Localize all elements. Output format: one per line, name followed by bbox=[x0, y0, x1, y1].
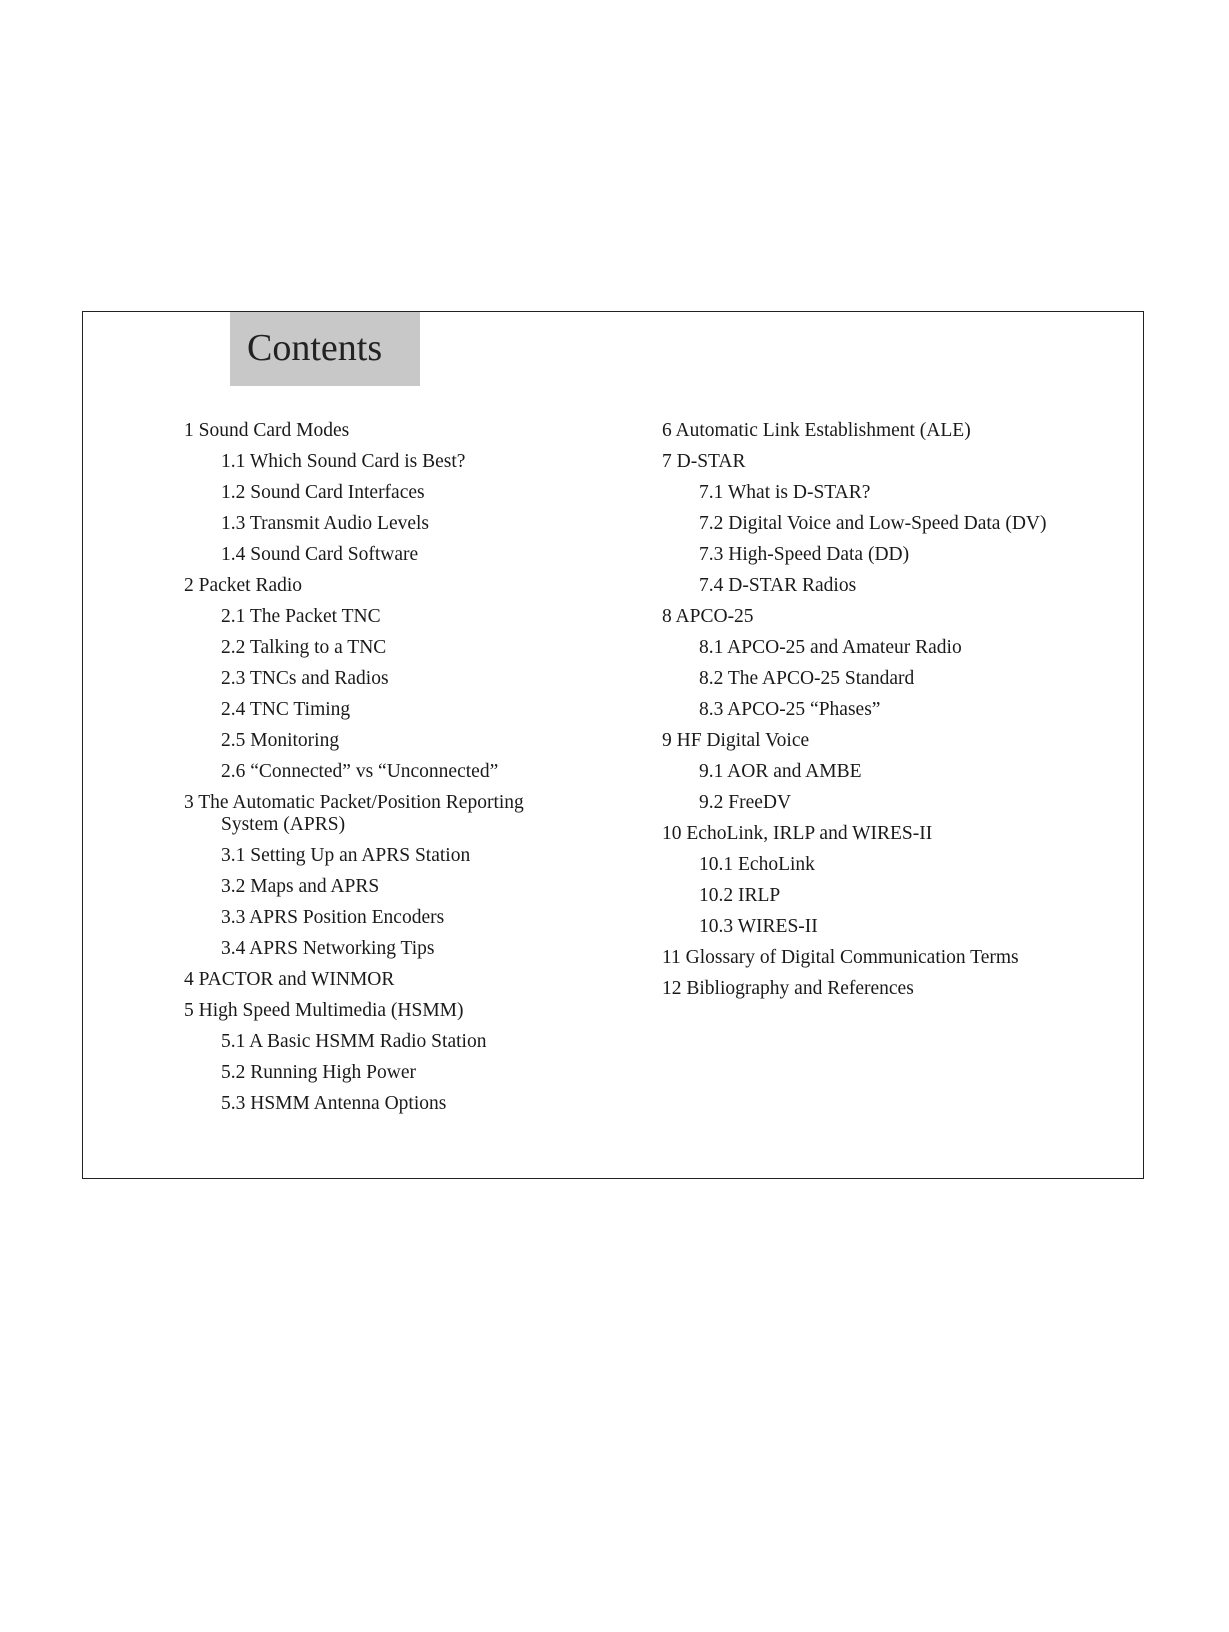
toc-section-entry[interactable]: 5.1 A Basic HSMM Radio Station bbox=[221, 1031, 487, 1052]
toc-section-entry[interactable]: 3.2 Maps and APRS bbox=[221, 876, 380, 897]
toc-section-entry[interactable]: 10.1 EchoLink bbox=[699, 854, 815, 875]
toc-section-entry[interactable]: 7.1 What is D-STAR? bbox=[699, 482, 871, 503]
toc-section-entry[interactable]: 5.3 HSMM Antenna Options bbox=[221, 1093, 447, 1114]
toc-right-column bbox=[662, 420, 1122, 1009]
toc-section-entry[interactable]: 2.2 Talking to a TNC bbox=[221, 637, 387, 658]
toc-section-entry[interactable]: 8.2 The APCO-25 Standard bbox=[699, 668, 915, 689]
toc-section-entry[interactable]: 1.3 Transmit Audio Levels bbox=[221, 513, 430, 534]
toc-section-entry[interactable]: 1.2 Sound Card Interfaces bbox=[221, 482, 425, 503]
toc-section-entry[interactable]: 8.1 APCO-25 and Amateur Radio bbox=[699, 637, 962, 658]
toc-chapter-entry[interactable]: 6 Automatic Link Establishment (ALE) bbox=[662, 420, 971, 441]
toc-section-entry[interactable]: 9.1 AOR and AMBE bbox=[699, 761, 862, 782]
toc-chapter-entry[interactable]: 11 Glossary of Digital Communication Terms bbox=[662, 947, 1019, 968]
toc-section-entry[interactable]: 1.4 Sound Card Software bbox=[221, 544, 419, 565]
toc-section-entry[interactable]: 7.2 Digital Voice and Low-Speed Data (DV) bbox=[699, 513, 1047, 534]
toc-chapter-entry[interactable]: 9 HF Digital Voice bbox=[662, 730, 810, 751]
toc-section-entry[interactable]: 9.2 FreeDV bbox=[699, 792, 792, 813]
toc-section-entry[interactable]: 1.1 Which Sound Card is Best? bbox=[221, 451, 466, 472]
toc-section-entry[interactable]: 7.4 D-STAR Radios bbox=[699, 575, 857, 596]
toc-chapter-entry[interactable]: 3 The Automatic Packet/Position Reporting System (APRS) bbox=[184, 792, 524, 835]
toc-section-entry[interactable]: 10.2 IRLP bbox=[699, 885, 781, 906]
toc-chapter-entry[interactable]: 5 High Speed Multimedia (HSMM) bbox=[184, 1000, 464, 1021]
toc-section-entry[interactable]: 2.5 Monitoring bbox=[221, 730, 340, 751]
toc-chapter-entry[interactable]: 10 EchoLink, IRLP and WIRES-II bbox=[662, 823, 933, 844]
page-title: Contents bbox=[247, 327, 383, 369]
contents-heading-tab bbox=[230, 312, 420, 386]
toc-section-entry[interactable]: 7.3 High-Speed Data (DD) bbox=[699, 544, 910, 565]
toc-section-entry[interactable]: 8.3 APCO-25 “Phases” bbox=[699, 699, 881, 720]
toc-chapter-entry[interactable]: 12 Bibliography and References bbox=[662, 978, 914, 999]
toc-left-column bbox=[184, 420, 624, 1124]
toc-section-entry[interactable]: 3.1 Setting Up an APRS Station bbox=[221, 845, 471, 866]
toc-chapter-entry[interactable]: 8 APCO-25 bbox=[662, 606, 754, 627]
table-of-contents bbox=[82, 311, 1144, 1179]
toc-section-entry[interactable]: 2.4 TNC Timing bbox=[221, 699, 351, 720]
toc-section-entry[interactable]: 2.3 TNCs and Radios bbox=[221, 668, 389, 689]
toc-section-entry[interactable]: 10.3 WIRES-II bbox=[699, 916, 818, 937]
toc-section-entry[interactable]: 2.6 “Connected” vs “Unconnected” bbox=[221, 761, 499, 782]
toc-chapter-entry[interactable]: 2 Packet Radio bbox=[184, 575, 303, 596]
toc-section-entry[interactable]: 5.2 Running High Power bbox=[221, 1062, 416, 1083]
toc-chapter-entry[interactable]: 7 D-STAR bbox=[662, 451, 746, 472]
toc-section-entry[interactable]: 3.3 APRS Position Encoders bbox=[221, 907, 445, 928]
toc-section-entry[interactable]: 3.4 APRS Networking Tips bbox=[221, 938, 435, 959]
toc-chapter-entry[interactable]: 1 Sound Card Modes bbox=[184, 420, 350, 441]
toc-section-entry[interactable]: 2.1 The Packet TNC bbox=[221, 606, 381, 627]
toc-chapter-entry[interactable]: 4 PACTOR and WINMOR bbox=[184, 969, 395, 990]
